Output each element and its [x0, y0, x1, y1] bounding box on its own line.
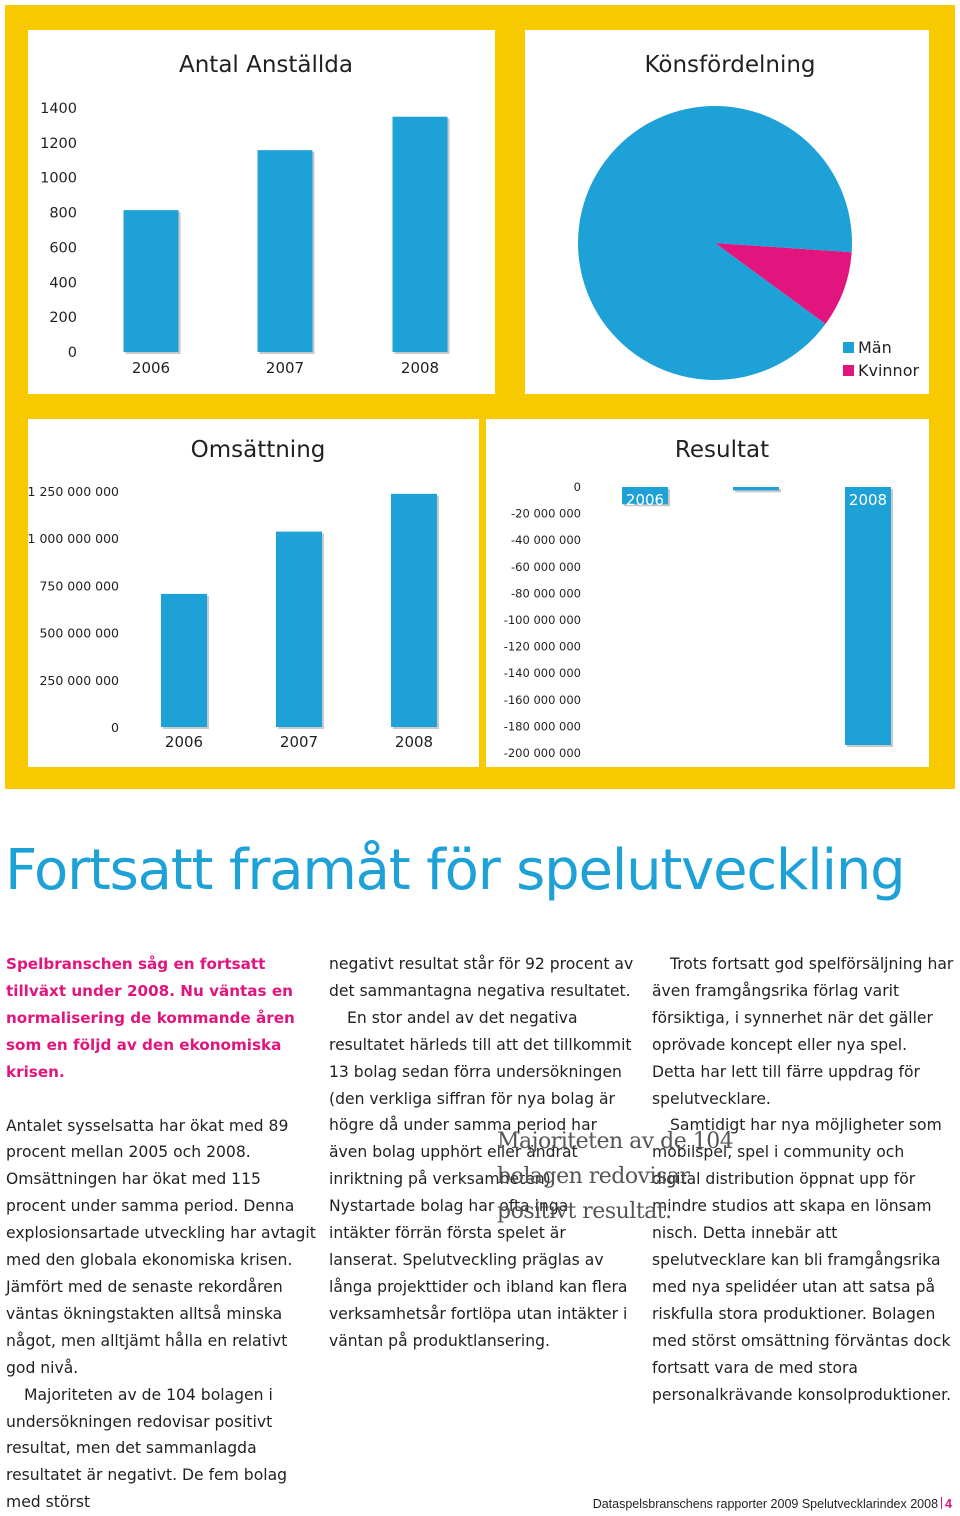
- y-tick-label: 400: [49, 275, 77, 292]
- article-paragraph: Trots fortsatt god spelförsäljning har även framgångsrika förlag varit försiktiga, i synnerhet när det gäller oprövade koncept eller nya spel. Detta har lett till färre uppdrag för spelutvecklare.: [652, 955, 954, 1108]
- revenue-chart: [28, 419, 479, 767]
- footer-text: Dataspelsbranschens rapporter 2009 Spelutvecklarindex 2008: [592, 1497, 939, 1511]
- y-tick-label: 500 000 000: [39, 625, 119, 641]
- bar: [258, 150, 313, 352]
- bar: [393, 117, 448, 352]
- x-tick-label: 2008: [848, 491, 888, 509]
- y-tick-label: -200 000 000: [503, 746, 581, 760]
- charts-frame: [5, 5, 955, 789]
- y-tick-label: -80 000 000: [511, 586, 581, 601]
- article-paragraph: Majoriteten av de 104 bolagen i undersökningen redovisar positivt resultat, men det sammanlagda resultatet är negativt. De fem bolag med störst: [6, 1385, 288, 1512]
- employees-chart: [28, 30, 495, 394]
- y-tick-label: 0: [111, 720, 119, 735]
- y-tick-label: 1000: [40, 170, 77, 187]
- y-tick-label: 750 000 000: [39, 578, 119, 594]
- x-tick-label: 2007: [265, 359, 305, 377]
- page-number: 4: [945, 1497, 952, 1511]
- x-tick-label: 2006: [131, 359, 171, 377]
- bar: [391, 494, 437, 727]
- bar: [733, 487, 779, 490]
- y-tick-label: 800: [49, 205, 77, 222]
- y-tick-label: -140 000 000: [503, 666, 581, 681]
- legend-label: Kvinnor: [858, 361, 920, 380]
- chart-title: Omsättning: [190, 437, 326, 463]
- pie-slice: [578, 106, 852, 380]
- legend-swatch: [843, 365, 854, 376]
- bar: [161, 594, 207, 727]
- legend-label: Män: [858, 338, 892, 357]
- result-chart: [486, 419, 929, 767]
- bar: [276, 532, 322, 727]
- article-lead: Spelbranschen såg en fortsatt tillväxt under 2008. Nu väntas en normalisering de kommande åren som en följd av den ekonomiska krisen.: [6, 955, 295, 1081]
- x-tick-label: 2007: [736, 491, 776, 509]
- pull-quote: [497, 1124, 757, 1229]
- chart-title: Antal Anställda: [178, 52, 354, 78]
- y-tick-label: -120 000 000: [503, 639, 581, 654]
- legend-swatch: [843, 342, 854, 353]
- footer-divider: [941, 1497, 942, 1509]
- article-paragraph: negativt resultat står för 92 procent av det sammantagna negativa resultatet.: [329, 955, 634, 1000]
- bar: [845, 487, 891, 745]
- y-tick-label: -180 000 000: [503, 719, 581, 734]
- y-tick-label: -20 000 000: [511, 506, 581, 521]
- y-tick-label: -100 000 000: [503, 613, 581, 627]
- y-tick-label: 1 250 000 000: [28, 484, 119, 499]
- y-tick-label: -60 000 000: [511, 559, 581, 574]
- y-tick-label: 200: [49, 310, 77, 327]
- y-tick-label: -40 000 000: [511, 533, 581, 548]
- x-tick-label: 2008: [394, 733, 434, 751]
- article-paragraph: Samtidigt har nya möjligheter som mobilspel, spel i community och digital distribution öppnat upp för mindre studios att skapa en lönsam nisch. Detta innebär att spelutvecklare kan bli framgångsrika med nya spelidéer utan att satsa på riskfulla stora produktioner. Bolagen med störst omsättning förväntas dock fortsatt vara de med stora personalkrävande konsolproduktioner.: [652, 1116, 952, 1404]
- y-tick-label: 1200: [40, 135, 77, 152]
- article-column-1: [6, 951, 316, 1516]
- employees-panel: [28, 30, 495, 394]
- y-tick-label: 1400: [40, 101, 77, 117]
- chart-title: Könsfördelning: [644, 52, 816, 78]
- bar: [124, 210, 179, 352]
- x-tick-label: 2006: [164, 733, 204, 751]
- y-tick-label: 250 000 000: [39, 672, 119, 688]
- chart-title: Resultat: [674, 437, 770, 463]
- article-paragraph: Antalet sysselsatta har ökat med 89 procent mellan 2005 och 2008. Omsättningen har ökat med 115 procent under samma period. Denna explosionsartade utveckling har avtagit med den globala ekonomiska krisen. Jämfört med de senaste rekordåren väntas ökningstakten alltså minska något, men alltjämt hålla en relativt god nivå.: [6, 1116, 316, 1377]
- revenue-panel: [28, 419, 479, 767]
- result-panel: [486, 419, 929, 767]
- article-headline: Fortsatt framåt för spelutveckling: [5, 838, 905, 903]
- y-tick-label: 0: [67, 345, 77, 361]
- x-tick-label: 2006: [625, 491, 665, 509]
- gender-chart: [525, 30, 929, 394]
- page-footer: [593, 1497, 952, 1511]
- x-tick-label: 2008: [400, 359, 440, 377]
- x-tick-label: 2007: [279, 733, 319, 751]
- y-tick-label: 600: [49, 240, 77, 257]
- pull-quote-text: Majoriteten av de 104 bolagen redovisar positivt resultat.: [497, 1129, 734, 1224]
- y-tick-label: 1 000 000 000: [28, 531, 119, 547]
- gender-panel: [525, 30, 929, 394]
- article-paragraph: En stor andel av det negativa resultatet härleds till att det tillkommit 13 bolag sedan förra undersökningen (den verkliga siffran för nya bolag är högre då under samma period har även bolag upphört eller ändrat inriktning på verksamheten). Nystartade bolag har ofta inga intäkter förrän första spelet är lanserat. Spelutveckling präglas av långa projekttider och ibland kan flera verksamhetsår fortlöpa utan intäkter i väntan på produktlansering.: [329, 1008, 632, 1350]
- y-tick-label: 0: [573, 480, 581, 494]
- y-tick-label: -160 000 000: [503, 692, 581, 707]
